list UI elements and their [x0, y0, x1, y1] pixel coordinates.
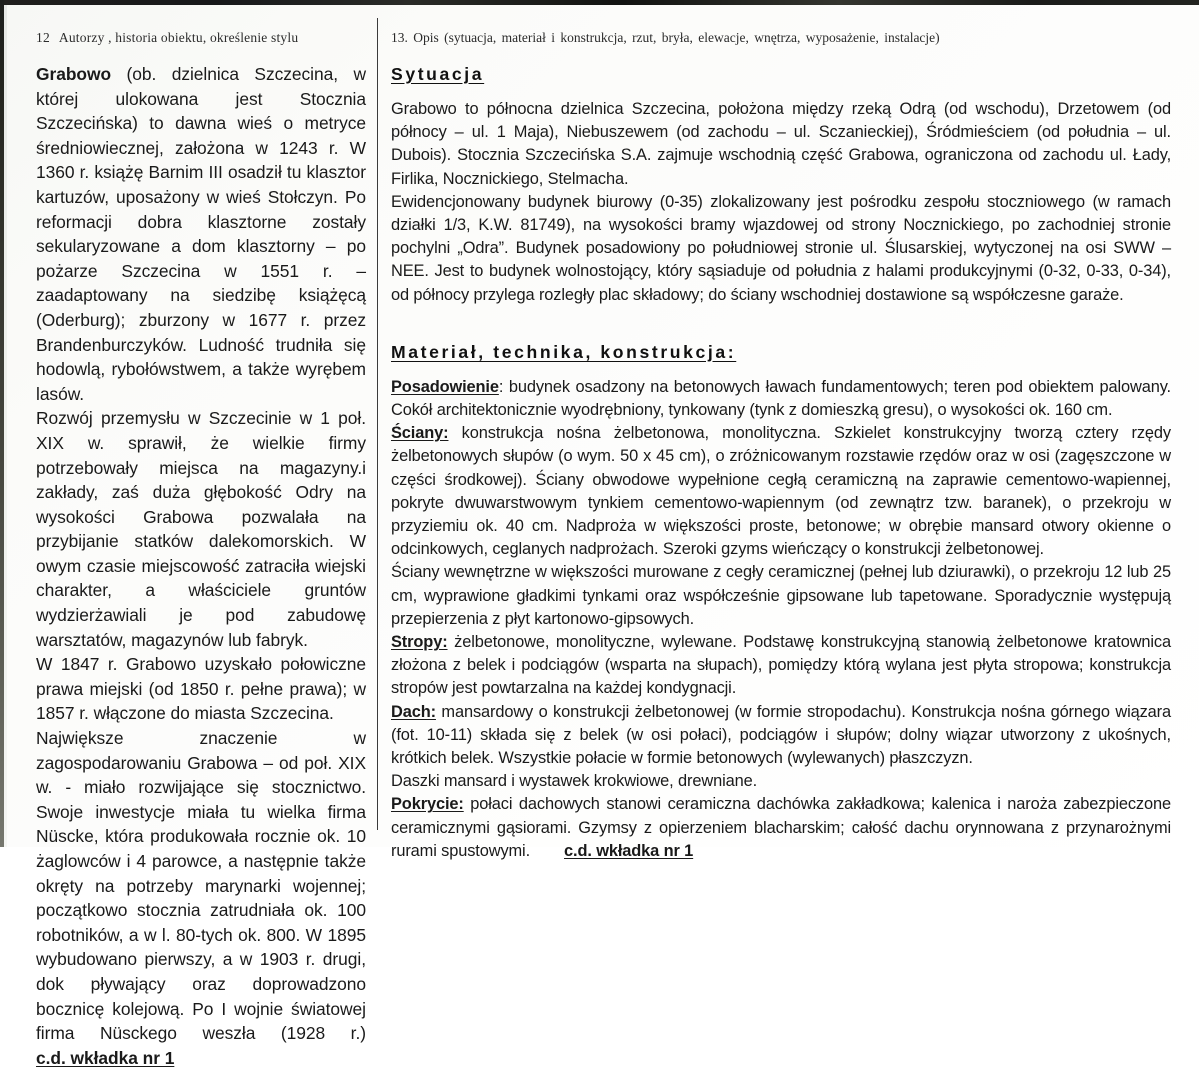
left-paragraph-3: W 1847 r. Grabowo uzyskało połowiczne prawa miejski (od 1850 r. pełne prawa); w 1857 r. włączone do miasta Szczecina. — [36, 654, 366, 724]
left-column — [36, 30, 366, 1070]
material-paragraph-stropy — [391, 631, 1171, 701]
material-stropy-text: żelbetonowe, monolityczne, wylewane. Podstawę konstrukcyjną stanowią żelbetonowe kratownica złożona z belek i podciągów (wsparta na słupach), pomiędzy którą wylana jest płyta stropowa; konstrukcja stropów jest powtarzalna na każdej kondygnacji. — [391, 633, 1171, 698]
material-sciany-text: konstrukcja nośna żelbetonowa, monolityczna. Szkielet konstrukcyjny tworzą cztery rzędy żelbetonowych słupów (o wym. 50 x 45 cm), o zróżnicowanym rozstawie rzędów oraz w osi (zagęszczone w części środkowej). Ściany obwodowe wypełnione cegłą ceramiczną na zaprawie cementowo-wapiennej, pokryte dwuwarstwowym tynkiem cementowo-wapiennym (od zewnątrz tzw. baranek), o przekroju w przyziemiu ok. 40 cm. Nadproża w większości proste, betonowe; w obrębie mansard otwory okienne o odcinkowych, ceglanych nadprożach. Szeroki gzyms wieńczący o konstrukcji żelbetonowej. — [391, 424, 1171, 559]
right-running-head: 13. Opis (sytuacja, materiał i konstrukcja, rzut, bryła, elewacje, wnętrza, wyposażenie, instalacje) — [391, 30, 940, 45]
scan-edge-top — [0, 0, 1199, 5]
material-dach-text: mansardowy o konstrukcji żelbetonowej (w formie stropodachu). Konstrukcja nośna górnego wiązara (fot. 10-11) składa się z belek (w osi połaci), podciągów i słupów; dolny wiązar utworzony z ukośnych, krótkich belek. Wszystkie połacie w formie betonowych (wylewanych) płaszczyzn. — [391, 702, 1171, 768]
lead-pokrycie: Pokrycie: — [391, 795, 464, 814]
left-paragraph-1-text: (ob. dzielnica Szczecina, w której ulokowana jest Stocznia Szczecińska) to dawna wieś o metryce średniowiecznej, założona w 1243 r. W 1360 r. książę Barnim III osadził tu klasztor kartuzów, uposażony w wieś Stołczyn. Po reformacji dobra klasztorne zostały sekularyzowane a dom klasztorny – po pożarze Szczecina w 1551 r. – zaadaptowany na siedzibę książęcą (Oderburg); zburzony w 1677 r. przez Brandenburczyków. Ludność trudniła się hodowlą, rybołówstwem, a także wyrębem lasów. — [36, 64, 366, 404]
material-pokrycie-text: połaci dachowych stanowi ceramiczna dachówka zakładkowa; kalenica i naroża zabezpieczone ceramicznymi gąsiorami. Gzymsy z opierzeniem blacharskim; całość dachu orynnowana z przynarożnymi rurami spustowymi. — [391, 795, 1171, 860]
left-paragraph-4 — [36, 726, 366, 1070]
lead-posadowienie-suffix: : — [498, 377, 504, 396]
scan-edge-inner-left — [4, 4, 7, 847]
material-paragraph-sciany-wewnetrzne: Ściany wewnętrzne w większości murowane z cegły ceramicznej (pełnej lub dziurawki), o przekroju 12 lub 25 cm, wyprawione gładkimi tynkami oraz współcześnie gipsowane lub tapetowane. Sporadycznie występują przepierzenia z płyt kartonowo-gipsowych. — [391, 563, 1171, 628]
sytuacja-paragraph-1: Grabowo to północna dzielnica Szczecina, położona między rzeką Odrą (od wschodu), Drzetowem (od północy – ul. 1 Maja), Niebuszewem (od zachodu – ul. Sczanieckiej), Śródmieściem (od południa – ul. Dubois). Stocznia Szczecińska S.A. zajmuje wschodnią część Grabowa, ograniczona od zachodu ul. Łady, Firlika, Nocznickiego, Stelmacha. — [391, 100, 1171, 188]
material-paragraph-daszki: Daszki mansard i wystawek krokwiowe, drewniane. — [391, 772, 758, 791]
left-running-head-text: Autorzy , historia obiektu, określenie stylu — [58, 30, 299, 45]
lead-stropy: Stropy: — [391, 633, 448, 652]
column-divider — [377, 18, 378, 830]
continuation-marker-right: c.d. wkładka nr 1 — [564, 841, 694, 860]
section-heading-material: Materiał, technika, konstrukcja: — [391, 341, 737, 362]
left-paragraph-2: Rozwój przemysłu w Szczecinie w 1 poł. XIX w. sprawił, że wielkie firmy potrzebowały miejsca na magazyny.i zakłady, zaś duża głębokość Odry na wysokości Grabowa pozwalała na przybijanie statków dalekomorskich. W owym czasie miejscowość zatraciła wiejski charakter, a właściciele gruntów wydzierżawiali je pod zabudowę warsztatów, magazynów lub fabryk. — [36, 408, 366, 650]
page-number: 12 — [36, 30, 50, 45]
right-column — [391, 30, 1171, 863]
section-sytuacja — [391, 64, 1171, 98]
left-running-head — [36, 30, 366, 46]
lead-dach: Dach: — [391, 702, 436, 721]
sytuacja-paragraph-2: Ewidencjonowany budynek biurowy (0-35) zlokalizowany jest pośrodku zespołu stoczniowego (w ramach działki 1/3, K.W. 81749), na wysokości bramy wjazdowej od strony Nocznickiego, po zachodniej stronie pochylni „Odra”. Budynek posadowiony po południowej stronie ul. Ślusarskiej, wytyczonej na osi SWW – NEE. Jest to budynek wolnostojący, który sąsiaduje od południa z halami produkcyjnymi (0-32, 0-33, 0-34), od północy przylega rozległy plac składowy; do ściany wschodniej dostawione są współczesne garaże. — [391, 192, 1171, 304]
section-material-technika-konstrukcja — [391, 342, 1171, 376]
material-posadowienie-text: budynek osadzony na betonowych ławach fundamentowych; teren pod obiektem palowany. Cokół architektonicznie wyodrębniony, tynkowany (tynk z domieszką gresu), o wysokości ok. 160 cm. — [391, 377, 1171, 420]
lead-posadowienie: Posadowienie — [391, 377, 499, 396]
material-paragraph-dach — [391, 701, 1171, 771]
left-paragraph-4-text: Największe znaczenie w zagospodarowaniu Grabowa – od poł. XIX w. - miało rozwijające się stocznictwo. Swoje inwestycje miała tu wielka firma Nüscke, która produkowała rocznie ok. 10 żaglowców i 4 parowce, a następnie także okręty na potrzeby marynarki wojennej; początkowo stocznia zatrudniała ok. 100 robotników, a w l. 80-tych ok. 800. W 1895 wybudowano pierwszy, a w 1903 r. drugi, dok pływający oraz doprowadzono bocznicę kolejową. Po I wojnie światowej firma Nüsckego weszła (1928 r.) — [36, 728, 366, 1044]
left-paragraph-1 — [36, 62, 366, 406]
material-paragraph-sciany — [391, 422, 1171, 561]
scan-edge-left — [0, 0, 4, 847]
section-heading-sytuacja: Sytuacja — [391, 64, 485, 84]
material-paragraph-pokrycie — [391, 793, 1171, 863]
lead-sciany: Ściany: — [391, 424, 449, 443]
entry-title: Grabowo — [36, 64, 112, 84]
material-paragraph-posadowienie — [391, 376, 1171, 422]
continuation-marker-left: c.d. wkładka nr 1 — [36, 1047, 175, 1068]
section-gap — [391, 307, 1171, 324]
